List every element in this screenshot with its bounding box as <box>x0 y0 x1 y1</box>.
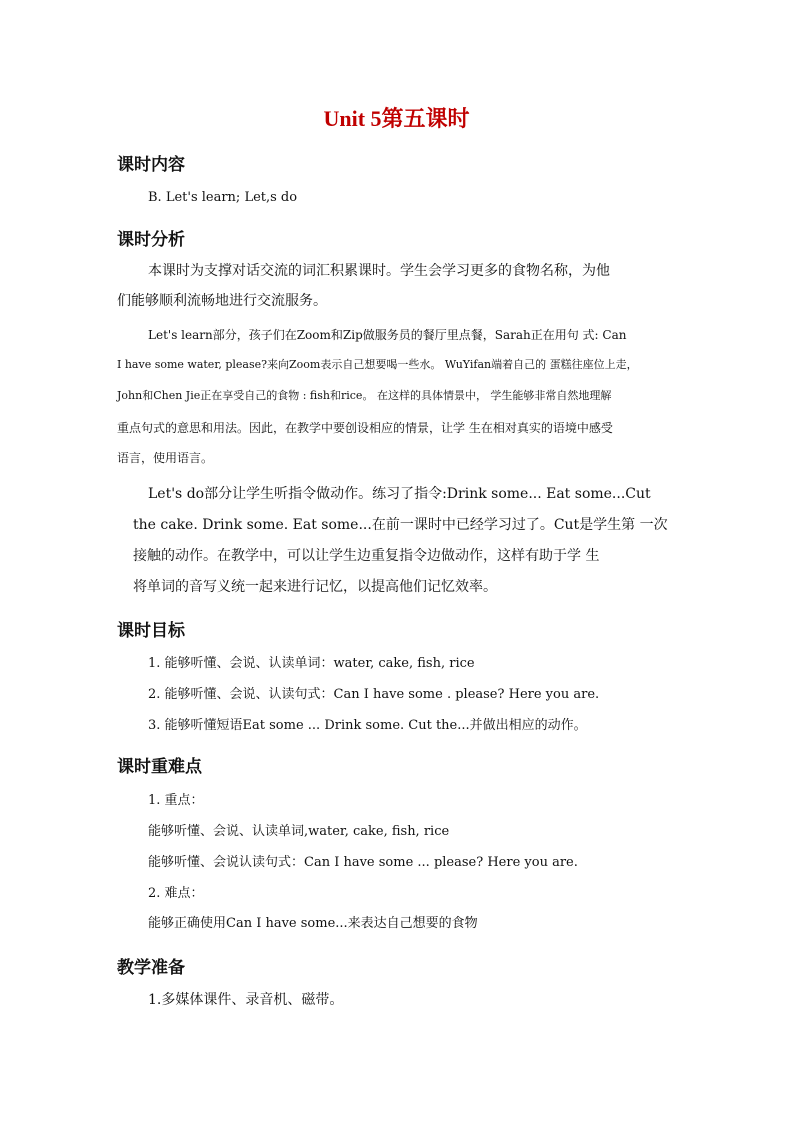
analysis-paragraph-3-line: the cake. Drink some. Eat some...在前一课时中已经学习过了。Cut是学生第 一次 <box>133 517 668 533</box>
prep-item: 1.多媒体课件、录音机、磁带。 <box>148 992 344 1008</box>
key-point-line: 2. 难点： <box>148 886 204 901</box>
goal-item: 3. 能够听懂短语Eat some ... Drink some. Cut the...并做出相应的动作。 <box>148 718 587 733</box>
key-point-line: 能够正确使用Can I have some...来表达自己想要的食物 <box>148 916 478 931</box>
content-text: B. Let's learn; Let,s do <box>148 190 298 205</box>
analysis-paragraph-2-line: 语言，使用语言。 <box>117 451 214 465</box>
section-heading-key-points: 课时重难点 <box>117 757 202 777</box>
analysis-paragraph-3-line: 将单词的音写义统一起来进行记忆，以提高他们记忆效率。 <box>133 579 497 595</box>
analysis-paragraph-1-line: 本课时为支撑对话交流的词汇积累课时。学生会学习更多的食物名称，为他 <box>148 263 610 279</box>
goal-item: 2. 能够听懂、会说、认读句式：Can I have some . please? Here you are. <box>148 687 600 702</box>
analysis-paragraph-2-line: I have some water, please?来向Zoom表示自己想要喝一些水。 WuYifan端着自己的 蛋糕往座位上走， <box>117 358 638 371</box>
analysis-paragraph-3-line: 接触的动作。在教学中，可以让学生边重复指令边做动作，这样有助于学 生 <box>133 548 600 564</box>
analysis-paragraph-2-line: John和Chen Jie正在享受自己的食物 : fish和rice。 在这样的具体情景中， 学生能够非常自然地理解 <box>117 389 612 402</box>
analysis-paragraph-2-line: 重点句式的意思和用法。因此，在教学中要创设相应的情景，让学 生在相对真实的语境中感受 <box>117 421 613 435</box>
page-title: Unit 5第五课时 <box>323 106 470 131</box>
section-heading-prep: 教学准备 <box>117 958 185 978</box>
section-heading-goals: 课时目标 <box>117 621 185 641</box>
goal-item: 1. 能够听懂、会说、认读单词：water, cake, fish, rice <box>148 656 475 671</box>
analysis-paragraph-2-line: Let's learn部分，孩子们在Zoom和Zip做服务员的餐厅里点餐，Sarah正在用句 式: Can <box>148 328 627 342</box>
key-point-line: 能够听懂、会说认读句式：Can I have some ... please? Here you are. <box>148 855 578 870</box>
key-point-line: 能够听懂、会说、认读单词,water, cake, fish, rice <box>148 824 450 839</box>
section-heading-analysis: 课时分析 <box>117 230 185 250</box>
section-heading-content: 课时内容 <box>117 155 185 175</box>
analysis-paragraph-3-line: Let's do部分让学生听指令做动作。练习了指令:Drink some... Eat some...Cut <box>148 486 651 502</box>
key-point-line: 1. 重点： <box>148 793 204 808</box>
analysis-paragraph-1-line: 们能够顺利流畅地进行交流服务。 <box>117 293 327 309</box>
